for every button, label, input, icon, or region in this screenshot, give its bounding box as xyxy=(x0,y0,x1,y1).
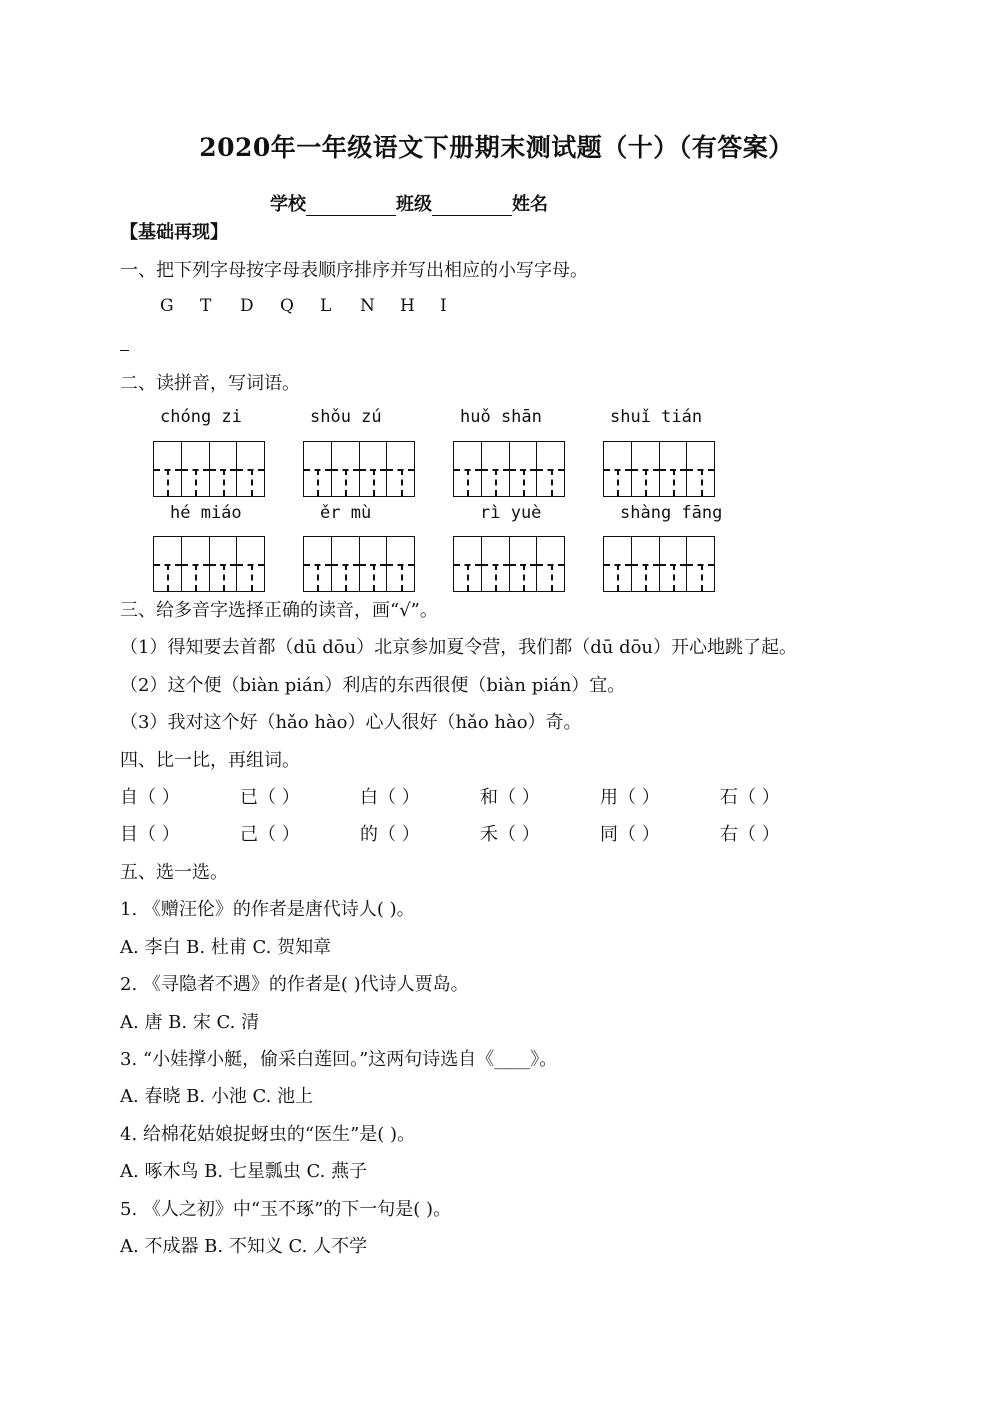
compare-item: 和（ ） xyxy=(480,787,540,808)
compare-row xyxy=(120,820,840,846)
letter: G xyxy=(160,296,174,316)
compare-item: 自（ ） xyxy=(120,787,180,808)
letter: H xyxy=(400,296,415,316)
q5-line: A. 唐 B. 宋 C. 清 xyxy=(120,1012,260,1033)
pinyin-label: hé miáo xyxy=(170,503,242,523)
writing-grid[interactable] xyxy=(603,536,715,592)
pinyin-label: ěr mù xyxy=(320,503,372,523)
writing-grid[interactable] xyxy=(453,536,565,592)
compare-item: 用（ ） xyxy=(600,787,660,808)
document-title: 2020年一年级语文下册期末测试题（十）（有答案） xyxy=(199,133,794,162)
student-info-line xyxy=(270,190,548,216)
q3-item: （1）得知要去首都（dū dōu）北京参加夏令营，我们都（dū dōu）开心地跳了起。 xyxy=(120,637,798,658)
q5-line: A. 李白 B. 杜甫 C. 贺知章 xyxy=(120,937,332,958)
section-header: 【基础再现】 xyxy=(120,222,228,243)
compare-item: 已（ ） xyxy=(240,787,300,808)
pinyin-label: shuǐ tián xyxy=(610,407,703,427)
letter: I xyxy=(440,296,447,316)
pinyin-label: shǒu zú xyxy=(310,407,382,427)
q5-line: 2. 《寻隐者不遇》的作者是( )代诗人贾岛。 xyxy=(120,974,469,995)
letter: Q xyxy=(280,296,294,316)
compare-item: 白（ ） xyxy=(360,787,420,808)
letter: N xyxy=(360,296,375,316)
letter: L xyxy=(320,296,332,316)
q3-item: （3）我对这个好（hǎo hào）心人很好（hǎo hào）奇。 xyxy=(120,712,582,733)
compare-item: 己（ ） xyxy=(240,824,300,845)
letter: T xyxy=(200,296,212,316)
q4-title: 四、比一比，再组词。 xyxy=(120,750,300,771)
class-label: 班级 xyxy=(396,194,432,215)
writing-grid[interactable] xyxy=(603,441,715,497)
q5-line: 5. 《人之初》中“玉不琢”的下一句是( )。 xyxy=(120,1199,452,1220)
compare-item: 的（ ） xyxy=(360,824,420,845)
writing-grid[interactable] xyxy=(153,536,265,592)
pinyin-label: shàng fāng xyxy=(620,503,723,523)
compare-row xyxy=(120,783,840,809)
letter: D xyxy=(240,296,254,316)
compare-item: 禾（ ） xyxy=(480,824,540,845)
writing-grid[interactable] xyxy=(303,441,415,497)
answer-line xyxy=(120,350,129,351)
compare-item: 石（ ） xyxy=(720,787,780,808)
q5-line: A. 春晓 B. 小池 C. 池上 xyxy=(120,1086,314,1107)
writing-grid[interactable] xyxy=(453,441,565,497)
q5-line: 3. “小娃撑小艇，偷采白莲回。”这两句诗选自《____》。 xyxy=(120,1049,558,1070)
compare-item: 右（ ） xyxy=(720,824,780,845)
q5-line: A. 不成器 B. 不知义 C. 人不学 xyxy=(120,1236,368,1257)
class-blank[interactable] xyxy=(432,197,512,216)
school-blank[interactable] xyxy=(306,197,396,216)
q2-title: 二、读拼音，写词语。 xyxy=(120,373,300,394)
letter-list xyxy=(160,296,480,316)
compare-item: 同（ ） xyxy=(600,824,660,845)
writing-grid[interactable] xyxy=(153,441,265,497)
pinyin-label: chóng zi xyxy=(160,407,242,427)
q1-title: 一、把下列字母按字母表顺序排序并写出相应的小写字母。 xyxy=(120,260,588,281)
school-label: 学校 xyxy=(270,194,306,215)
writing-grid[interactable] xyxy=(303,536,415,592)
name-label: 姓名 xyxy=(512,194,548,215)
pinyin-label: huǒ shān xyxy=(460,407,542,427)
pinyin-label: rì yuè xyxy=(480,503,542,523)
q5-title: 五、选一选。 xyxy=(120,862,228,883)
q5-line: 1. 《赠汪伦》的作者是唐代诗人( )。 xyxy=(120,899,415,920)
q3-title: 三、给多音字选择正确的读音，画“√”。 xyxy=(120,600,438,621)
q5-line: 4. 给棉花姑娘捉蚜虫的“医生”是( )。 xyxy=(120,1124,416,1145)
q3-item: （2）这个便（biàn pián）利店的东西很便（biàn pián）宜。 xyxy=(120,675,626,696)
compare-item: 目（ ） xyxy=(120,824,180,845)
q5-line: A. 啄木鸟 B. 七星瓢虫 C. 燕子 xyxy=(120,1161,368,1182)
